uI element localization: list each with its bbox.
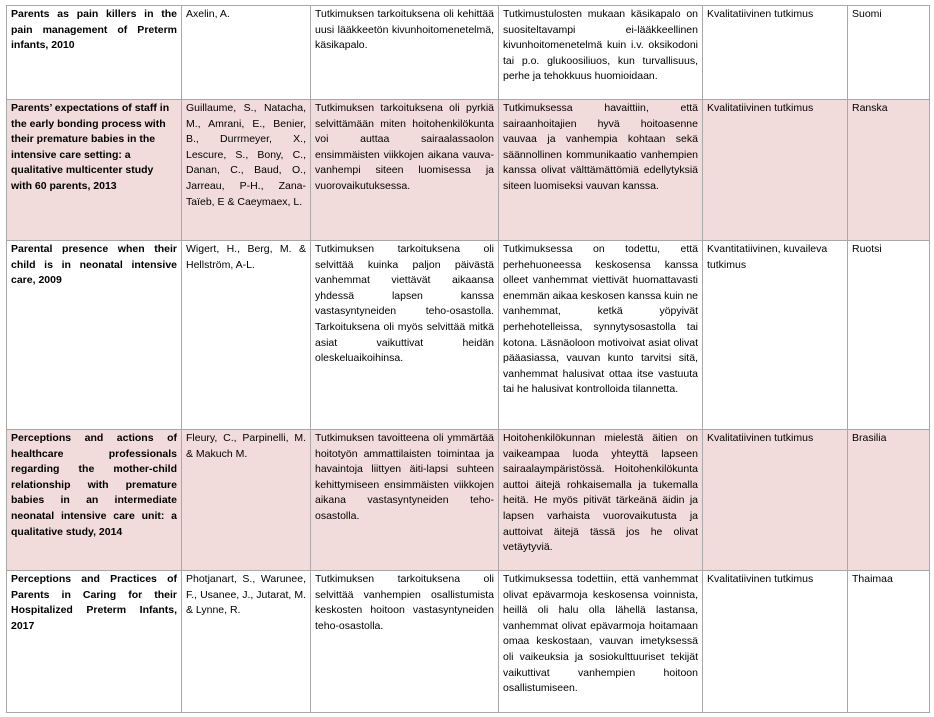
study-authors: Wigert, H., Berg, M. & Hellström, A-L. xyxy=(182,241,311,430)
study-method: Kvalitatiivinen tutkimus xyxy=(703,571,848,713)
study-aim: Tutkimuksen tavoitteena oli ymmärtää hoitotyön ammattilaisten toimintaa ja havaintoja liittyen äiti-lapsi suhteen kehittymiseen ensimmäisten viikkojen aikana vastasyntyneiden teho-osastolla. xyxy=(311,430,499,571)
study-title: Parental presence when their child is in neonatal intensive care, 2009 xyxy=(7,241,182,430)
study-authors: Photjanart, S., Warunee, F., Usanee, J., Jutarat, M. & Lynne, R. xyxy=(182,571,311,713)
study-title: Parents’ expectations of staff in the early bonding process with their premature babies in the intensive care setting: a qualitative multicenter study with 60 parents, 2013 xyxy=(7,100,182,241)
study-authors: Guillaume, S., Natacha, M., Amrani, E., Benier, B., Durrmeyer, X., Lescure, S., Bony, C., Danan, C., Baud, O., Jarreau, P-H., Zana-Taïeb, E & Caeymaex, L. xyxy=(182,100,311,241)
study-country: Brasilia xyxy=(848,430,930,571)
study-method: Kvalitatiivinen tutkimus xyxy=(703,100,848,241)
study-results: Hoitohenkilökunnan mielestä äitien on vaikeampaa luoda yhteyttä lapseen sairaalaympäristössä. Hoitohenkilökunta auttoi äitejä rohkaisemalla ja tukemalla heitä. He myös pitivät tärkeänä äidin ja lapsen varhaista vuorovaikutusta ja auttoivat äitejä tässä jos he olivat vetäytyviä. xyxy=(499,430,703,571)
study-results: Tutkimuksessa on todettu, että perhehuoneessa keskosensa kanssa olleet vanhemmat viettivät huomattavasti enemmän aikaa keskosen kanssa kuin ne vanhemmat, ketkä yöpyivät perhehotelleissa, synnytysosastolla tai kotona. Läsnäoloon motivoivat asiat olivat pääasiassa, vauvan kunto tarvitsi sitä, vanhemmat halusivat ottaa itse vastuuta tai he halusivat kontrolloida tilannetta. xyxy=(499,241,703,430)
study-authors: Axelin, A. xyxy=(182,6,311,100)
study-country: Thaimaa xyxy=(848,571,930,713)
study-title: Perceptions and Practices of Parents in Caring for their Hospitalized Preterm Infants, 2017 xyxy=(7,571,182,713)
table-row xyxy=(7,6,930,100)
table-row xyxy=(7,241,930,430)
study-results: Tutkimustulosten mukaan käsikapalo on suositeltavampi ei-lääkkeellinen kivunhoitomenetelmä kuin i.v. oksikodoni tai p.o. glukoosiliuos, kun turvallisuus, perhe ja tehokkuus huomioidaan. xyxy=(499,6,703,100)
study-method: Kvalitatiivinen tutkimus xyxy=(703,430,848,571)
table-row xyxy=(7,430,930,571)
study-authors: Fleury, C., Parpinelli, M. & Makuch M. xyxy=(182,430,311,571)
study-aim: Tutkimuksen tarkoituksena oli selvittää kuinka paljon päivästä vanhemmat viettävät aikaansa yhdessä lapsen kanssa vastasyntyneiden teho-osastolla. Tarkoituksena oli myös selvittää mitkä asiat vaikuttivat heidän oleskeluaikoihinsa. xyxy=(311,241,499,430)
study-title: Parents as pain killers in the pain management of Preterm infants, 2010 xyxy=(7,6,182,100)
study-results: Tutkimuksessa havaittiin, että sairaanhoitajien hyvä hoitoasenne vauvaa ja vanhempia kohtaan sekä säännollinen kommunikaatio vanhempien kanssa olivat välttämättömiä edellytyksiä siteen luomiseksi vauvan kanssa. xyxy=(499,100,703,241)
research-summary-table xyxy=(6,5,930,713)
study-aim: Tutkimuksen tarkoituksena oli selvittää vanhempien osallistumista keskosten hoitoon vastasyntyneiden teho-osastolla. xyxy=(311,571,499,713)
table-row xyxy=(7,100,930,241)
table-row xyxy=(7,571,930,713)
study-title: Perceptions and actions of healthcare professionals regarding the mother-child relationship with premature babies in an intermediate neonatal intensive care unit: a qualitative study, 2014 xyxy=(7,430,182,571)
study-aim: Tutkimuksen tarkoituksena oli kehittää uusi lääkkeetön kivunhoitomenetelmä, käsikapalo. xyxy=(311,6,499,100)
study-method: Kvantitatiivinen, kuvaileva tutkimus xyxy=(703,241,848,430)
study-country: Ruotsi xyxy=(848,241,930,430)
study-method: Kvalitatiivinen tutkimus xyxy=(703,6,848,100)
study-country: Suomi xyxy=(848,6,930,100)
study-country: Ranska xyxy=(848,100,930,241)
study-results: Tutkimuksessa todettiin, että vanhemmat olivat epävarmoja keskosensa voinnista, heillä oli halu olla lähellä lastansa, vanhemmat olivat epävarmoja hoitamaan omaa keskostaan, vauvan imetyksessä oli vaikeuksia ja sosiokulttuuriset tekijät vaikuttivat vanhempien hoitoon osallistumiseen. xyxy=(499,571,703,713)
study-aim: Tutkimuksen tarkoituksena oli pyrkiä selvittämään miten hoitohenkilökunta voi auttaa sairaalassaolon ensimmäisten viikkojen aikana vauva-vanhempi siteen luomisessa ja vuorovaikutuksessa. xyxy=(311,100,499,241)
